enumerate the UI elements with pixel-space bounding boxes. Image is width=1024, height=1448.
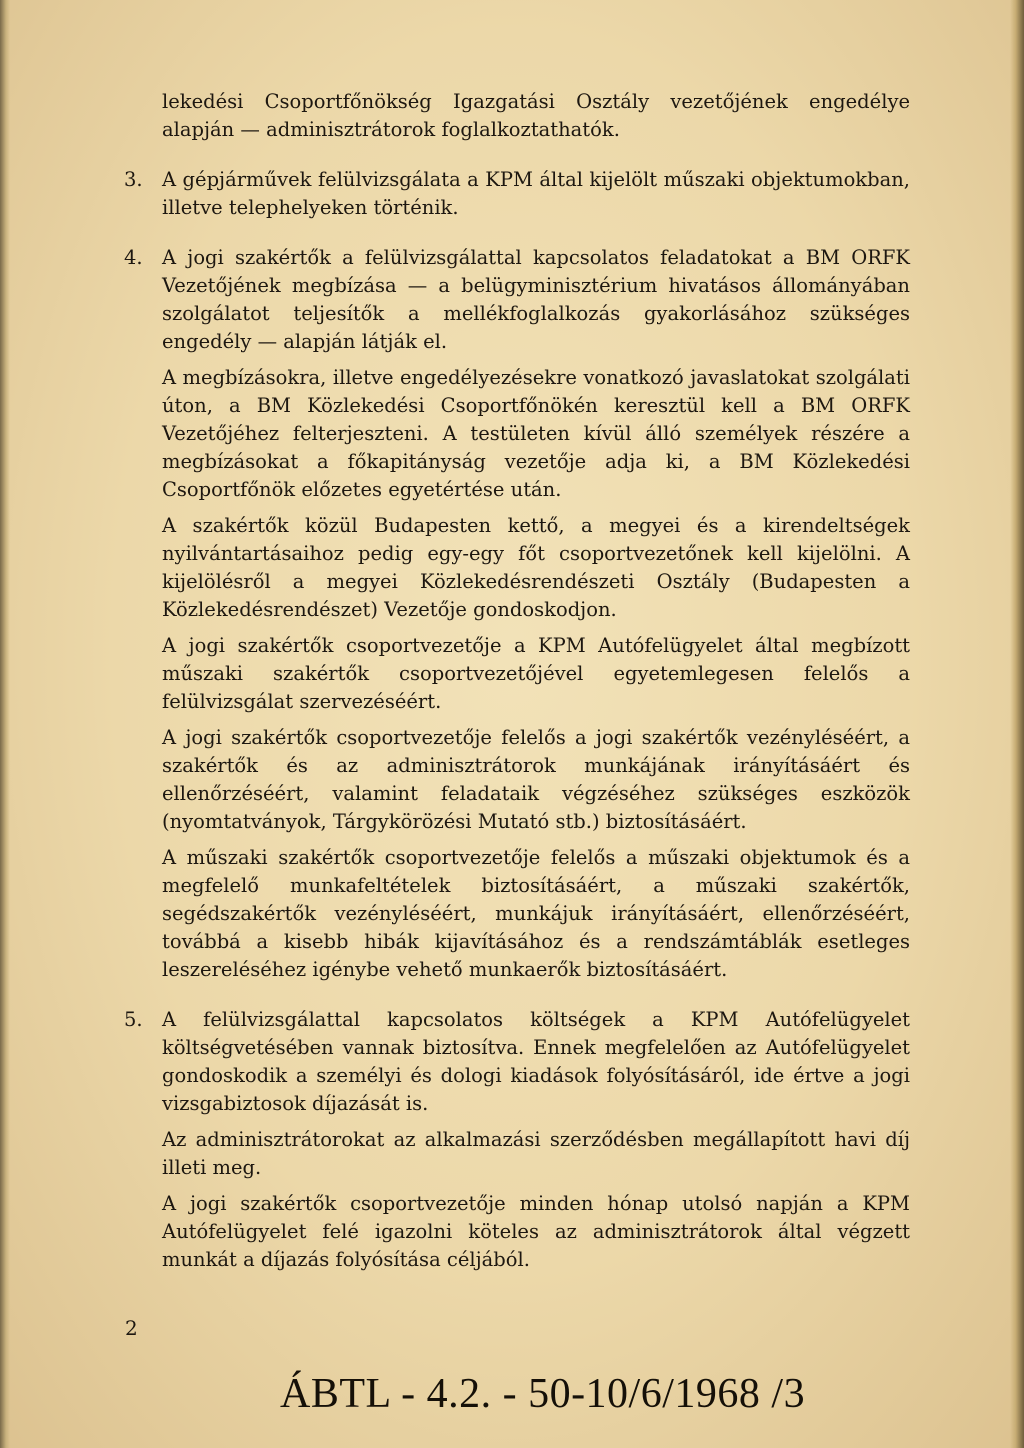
document-body <box>120 88 910 1282</box>
paragraph-text: A jogi szakértők csoportvezetője a KPM Autófelügyelet által megbízott műszaki szakértők csoportvezetőjével egyetemlegesen felelős a felülvizsgálat szervezéséért. <box>162 634 910 713</box>
page-edge-left <box>0 0 10 1448</box>
paragraph-text: A felülvizsgálattal kapcsolatos költségek a KPM Autófelügyelet költségvetésében vannak biztosítva. Ennek megfelelően az Autófelügyelet gondoskodik a személyi és dologi kiadások folyósításáról, ide értve a jogi vizsgabiztosok díjazását is. <box>162 1008 910 1115</box>
paragraph <box>120 512 910 624</box>
paragraph-text: A megbízásokra, illetve engedélyezésekre vonatkozó javaslatokat szolgálati úton, a BM Közlekedési Csoportfőnökén keresztül kell a BM ORFK Vezetőjéhez felterjeszteni. A testületen kívül álló személyek részére a megbízásokat a főkapitányság vezetője adja ki, a BM Közlekedési Csoportfőnök előzetes egyetértése után. <box>162 366 910 501</box>
paragraph-text: lekedési Csoportfőnökség Igazgatási Osztály vezetőjének engedélye alapján — adminisztrátorok foglalkoztathatók. <box>162 90 910 141</box>
paragraph <box>120 1190 910 1274</box>
paragraph-text: A jogi szakértők a felülvizsgálattal kapcsolatos feladatokat a BM ORFK Vezetőjének megbízása — a belügyminisztérium hivatásos állományában szolgálatot teljesítők a mellékfoglalkozás gyakorlásához szükséges engedély — alapján látják el. <box>162 246 910 353</box>
page-number: 2 <box>125 1316 138 1340</box>
paragraph-text: A szakértők közül Budapesten kettő, a megyei és a kirendeltségek nyilvántartásaihoz pedig egy-egy főt csoportvezetőnek kell kijelölni. A kijelölésről a megyei Közlekedésrendészeti Osztály (Budapesten a Közlekedésrendészet) Vezetője gondoskodjon. <box>162 514 910 621</box>
paragraph-number: 3. <box>124 168 143 191</box>
paragraph-text: Az adminisztrátorokat az alkalmazási szerződésben megállapított havi díj illeti meg. <box>162 1128 910 1179</box>
paragraph-number: 4. <box>124 246 143 269</box>
paragraph <box>120 244 910 356</box>
paragraph <box>120 1006 910 1118</box>
archive-reference-stamp: ÁBTL - 4.2. - 50-10/6/1968 /3 <box>280 1371 806 1417</box>
paragraph-text: A jogi szakértők csoportvezetője minden hónap utolsó napján a KPM Autófelügyelet felé igazolni köteles az adminisztrátorok által végzett munkát a díjazás folyósítása céljából. <box>162 1192 910 1271</box>
paragraph <box>120 724 910 836</box>
paragraph-text: A jogi szakértők csoportvezetője felelős a jogi szakértők vezényléséért, a szakértők és az adminisztrátorok munkájának irányításáért és ellenőrzéséért, valamint feladataik végzéséhez szükséges eszközök (nyomtatványok, Tárgykörözési Mutató stb.) biztosításáért. <box>162 726 910 833</box>
paragraph <box>120 1126 910 1182</box>
paragraph-text: A gépjárművek felülvizsgálata a KPM által kijelölt műszaki objektumokban, illetve telephelyeken történik. <box>162 168 910 219</box>
paragraph-text: A műszaki szakértők csoportvezetője felelős a műszaki objektumok és a megfelelő munkafeltételek biztosításáért, a műszaki szakértők, segédszakértők vezényléséért, munkájuk irányításáért, ellenőrzéséért, továbbá a kisebb hibák kijavításához és a rendszámtáblák esetleges leszereléséhez igénybe vehető munkaerők biztosításáért. <box>162 846 910 981</box>
paragraph-number: 5. <box>124 1008 143 1031</box>
paragraph <box>120 88 910 144</box>
paragraph <box>120 166 910 222</box>
paragraph <box>120 364 910 504</box>
paragraph <box>120 632 910 716</box>
paragraph <box>120 844 910 984</box>
page-edge-right <box>1010 0 1024 1448</box>
